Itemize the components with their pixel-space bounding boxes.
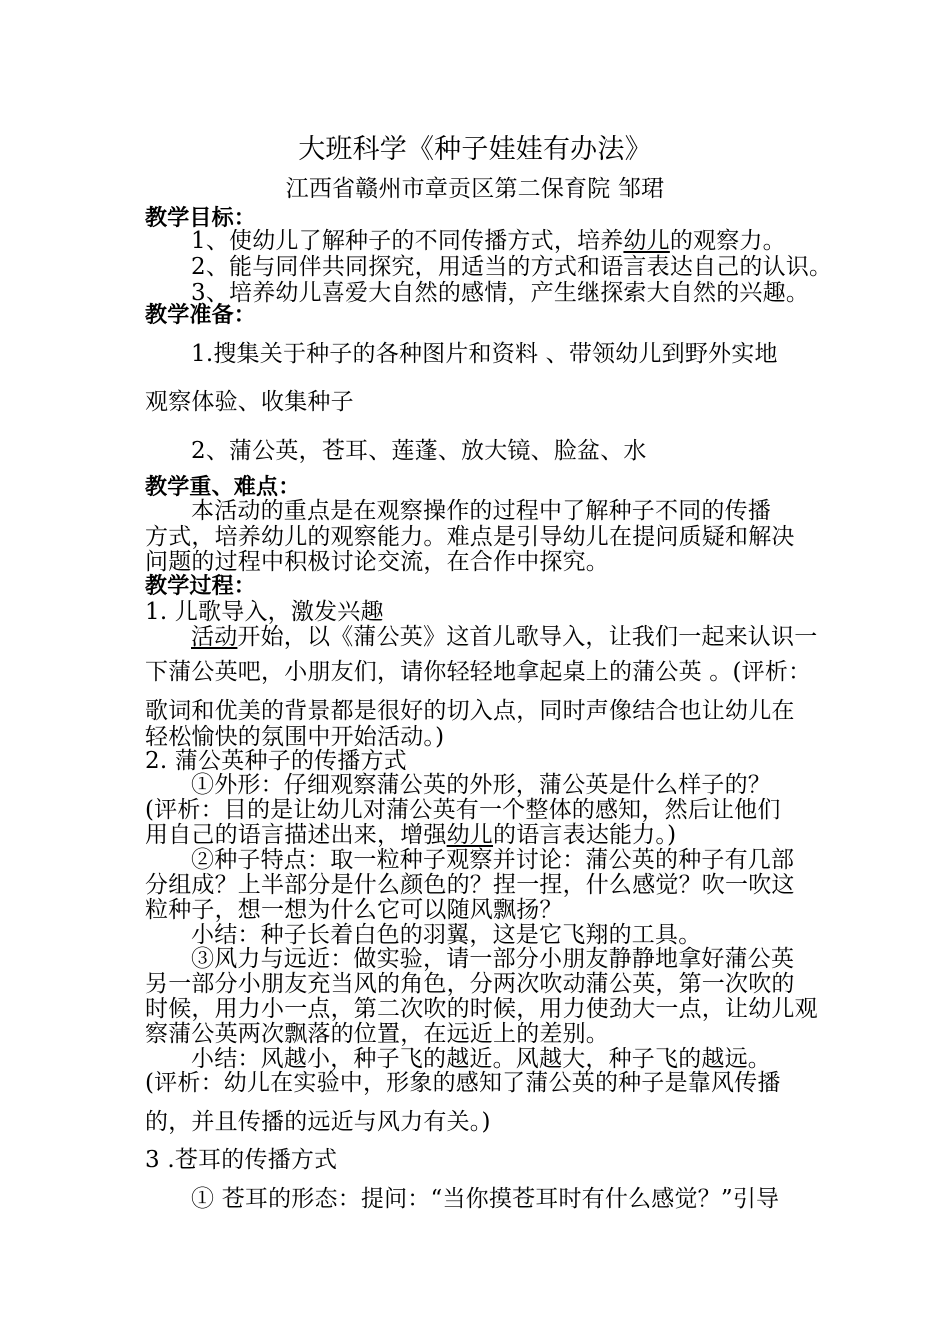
section-heading-prep: 教学准备： (145, 303, 257, 328)
body-line: 下蒲公英吧，小朋友们，请你轻轻地拿起桌上的蒲公英 。(评析： (145, 659, 812, 685)
body-line: 时候，用力小一点，第二次吹的时候，用力使劲大一点，让幼儿观 (145, 996, 818, 1022)
body-line: 歌词和优美的背景都是很好的切入点，同时声像结合也让幼儿在 (145, 698, 795, 724)
body-line: (评析：幼儿在实验中，形象的感知了蒲公英的种子是靠风传播 (145, 1070, 781, 1096)
body-line: 另一部分小朋友充当风的角色，分两次吹动蒲公英，第一次吹的 (145, 971, 795, 997)
body-line: ②种子特点：取一粒种子观察并讨论：蒲公英的种子有几部 (191, 847, 795, 873)
goal-line: 2、能与同伴共同探究，用适当的方式和语言表达自己的认识。 (191, 254, 833, 280)
body-line: 粒种子，想一想为什么它可以随风飘扬？ (145, 897, 563, 923)
body-line (145, 821, 676, 849)
section-heading-goals: 教学目标： (145, 206, 257, 231)
step-heading: 1. 儿歌导入，激发兴趣 (145, 599, 384, 625)
body-line: ①外形：仔细观察蒲公英的外形，蒲公英是什么样子的？ (191, 772, 771, 798)
body-line: 小结：风越小，种子飞的越近。风越大，种子飞的越远。 (191, 1046, 771, 1072)
body-line (191, 623, 817, 651)
underlined-text: 幼儿 (446, 822, 494, 848)
text: 用自己的语言描述出来，增强 (145, 822, 447, 848)
text: 的观察力。 (669, 228, 786, 254)
section-heading-key: 教学重、难点： (145, 475, 301, 500)
prep-line: 观察体验、收集种子 (145, 389, 354, 415)
text: 1、使幼儿了解种子的不同传播方式，培养 (191, 228, 624, 254)
key-line: 方式，培养幼儿的观察能力。难点是引导幼儿在提问质疑和解决 (145, 524, 795, 550)
text: 开始，以《蒲公英》这首儿歌导入，让我们一起来认识一 (237, 624, 818, 650)
key-line: 问题的过程中积极讨论交流，在合作中探究。 (145, 549, 609, 575)
step-heading: 2. 蒲公英种子的传播方式 (145, 748, 407, 774)
prep-line: 1.搜集关于种子的各种图片和资料 、带领幼儿到野外实地 (191, 341, 778, 367)
body-line: 小结：种子长着白色的羽翼，这是它飞翔的工具。 (191, 922, 702, 948)
body-line: 轻松愉快的氛围中开始活动。) (145, 724, 445, 750)
body-line: 的，并且传播的远近与风力有关。) (145, 1109, 491, 1135)
body-line: (评析：目的是让幼儿对蒲公英有一个整体的感知，然后让他们 (145, 797, 781, 823)
text: 的语言表达能力。) (493, 822, 677, 848)
page-title: 大班科学《种子娃娃有办法》 (298, 134, 652, 165)
body-line: ① 苍耳的形态：提问：“当你摸苍耳时有什么感觉？”引导 (191, 1186, 780, 1212)
underlined-text: 活动 (191, 624, 238, 650)
key-line: 本活动的重点是在观察操作的过程中了解种子不同的传播 (191, 498, 771, 524)
step-heading: 3 .苍耳的传播方式 (145, 1147, 338, 1173)
body-line: ③风力与远近：做实验，请一部分小朋友静静地拿好蒲公英 (191, 946, 795, 972)
goal-line: 3、培养幼儿喜爱大自然的感情，产生继探索大自然的兴趣。 (191, 280, 810, 306)
underlined-text: 幼儿 (623, 228, 670, 254)
section-heading-process: 教学过程： (145, 574, 257, 599)
body-line: 察蒲公英两次飘落的位置，在远近上的差别。 (145, 1021, 609, 1047)
body-line: 分组成？上半部分是什么颜色的？捏一捏，什么感觉？吹一吹这 (145, 872, 795, 898)
author-line: 江西省赣州市章贡区第二保育院 邹珺 (285, 176, 665, 202)
goal-line (191, 227, 786, 255)
prep-line: 2、蒲公英，苍耳、莲蓬、放大镜、脸盆、水 (191, 438, 647, 464)
